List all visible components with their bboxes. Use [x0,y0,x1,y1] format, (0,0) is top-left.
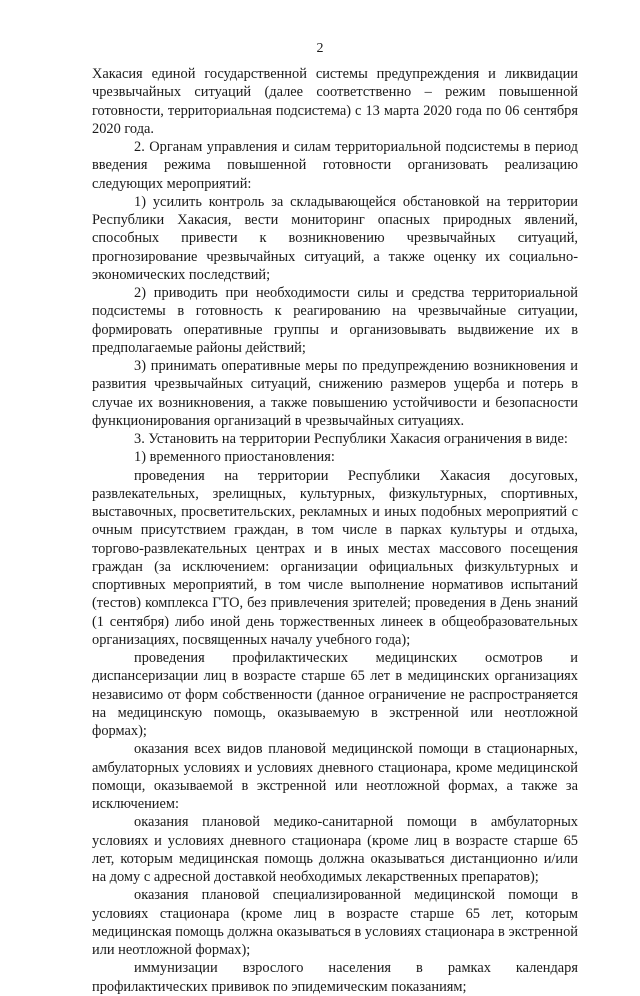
paragraph: 1) временного приостановления: [134,449,335,466]
paragraph: проведения профилактических медицинских осмотров и диспансеризации лиц в возрасте старше 65 лет в медицинских организациях независимо от форм собственности (данное ограничение не распространяется на медицинскую помощь, оказываемую в экстренной или неотложной формах); [92,650,578,739]
paragraph: 3) принимать оперативные меры по предупреждению возникновения и развития чрезвычайных ситуаций, снижению размеров ущерба и потерь в случае их возникновения, а также повышению устойчивости и безопасности функционирования организаций в чрезвычайных ситуациях. [92,358,578,429]
paragraph: 3. Установить на территории Республики Хакасия ограничения в виде: [134,431,568,447]
paragraph: 2. Органам управления и силам территориальной подсистемы в период введения режима повышенной готовности организовать реализацию следующих мероприятий: [92,139,578,192]
page-number: 2 [316,41,324,56]
paragraph: оказания всех видов плановой медицинской помощи в стационарных, амбулаторных условиях и условиях дневного стационара, кроме медицинской помощи, оказываемой в экстренной или неотложной формах, а также за исключением: [92,741,578,812]
paragraph: проведения на территории Республики Хакасия досуговых, развлекательных, зрелищных, культурных, физкультурных, спортивных, выставочных, просветительских, рекламных и иных подобных мероприятий с очным присутствием граждан, в том числе в парках культуры и отдыха, торгово-развлекательных центрах и в иных местах массового посещения граждан (за исключением: организации официальных физкультурных и спортивных мероприятий, в том числе выполнение нормативов испытаний (тестов) комплекса ГТО, без привлечения зрителей; проведения в День знаний (1 сентября) либо иной день торжественных линеек в общеобразовательных организациях, посвященных началу учебного года); [92,467,578,648]
paragraph: 2) приводить при необходимости силы и средства территориальной подсистемы в готовность к реагированию на чрезвычайные ситуации, формировать оперативные группы и организовывать выдвижение их в предполагаемые районы действий; [92,285,578,356]
paragraph: иммунизации взрослого населения в рамках календаря профилактических прививок по эпидемическим показаниям; [92,960,578,995]
document-body [92,65,578,996]
paragraph: 1) усилить контроль за складывающейся обстановкой на территории Республики Хакасия, вести мониторинг опасных природных явлений, способных привести к возникновению чрезвычайных ситуаций, прогнозирование чрезвычайных ситуаций, а также оценку их социально-экономических последствий; [92,193,578,283]
paragraph: оказания плановой специализированной медицинской помощи в условиях стационара (кроме лиц в возрасте старше 65 лет, которым медицинская помощь должна оказываться в условиях стационара в экстренной или неотложной формах); [92,887,578,958]
paragraph: оказания плановой медико-санитарной помощи в амбулаторных условиях и условиях дневного стационара (кроме лиц в возрасте старше 65 лет, которым медицинская помощь должна оказываться дистанционно и/или на дому с адресной доставкой необходимых лекарственных препаратов); [92,814,578,885]
paragraph: Хакасия единой государственной системы предупреждения и ликвидации чрезвычайных ситуаций (далее соответственно – режим повышенной готовности, территориальная подсистема) с 13 марта 2020 года по 06 сентября 2020 года. [92,66,578,137]
